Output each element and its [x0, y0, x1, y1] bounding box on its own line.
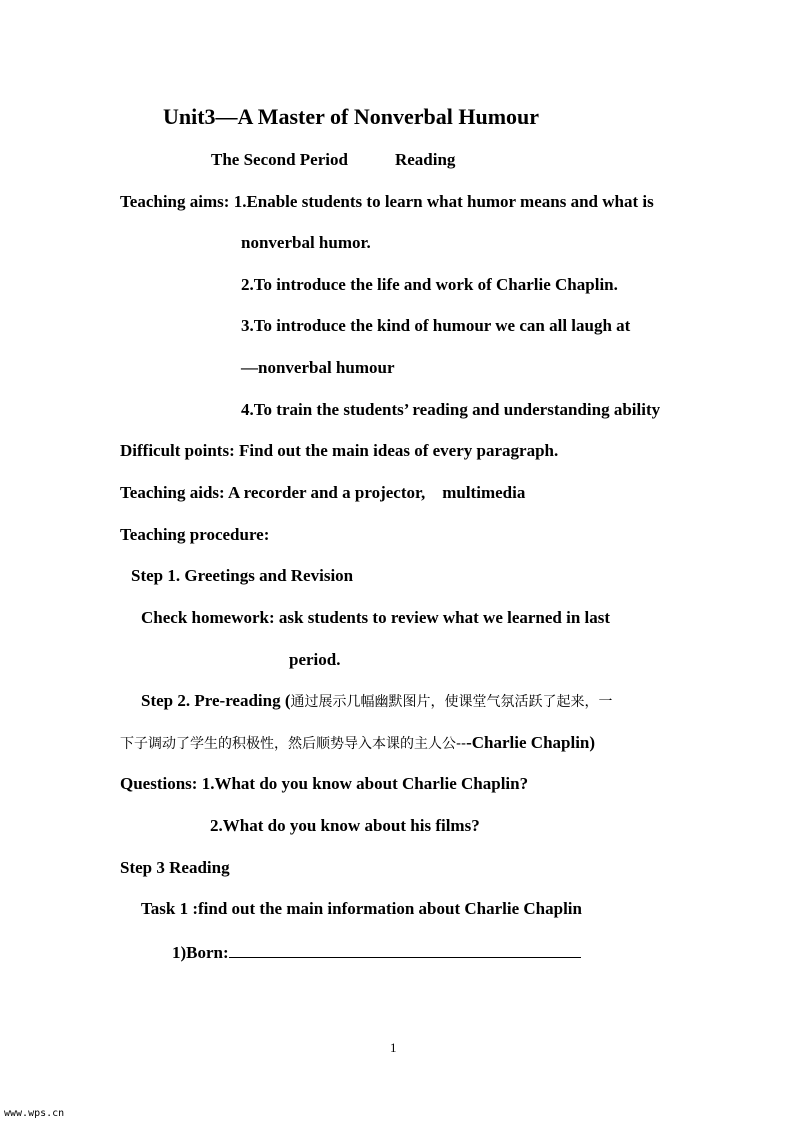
- born-line: [172, 940, 581, 964]
- step2-heading: Step 2. Pre-reading (: [141, 691, 291, 710]
- step1-text-line-2: period.: [289, 650, 341, 669]
- teaching-aims-line-1: Teaching aims: 1.Enable students to learn what humor means and what is: [120, 192, 654, 211]
- teaching-aim-item: 1.Enable students to learn what humor means and what is: [233, 192, 654, 211]
- page-number: 1: [390, 1040, 397, 1055]
- page-title: Unit3—A Master of Nonverbal Humour: [163, 104, 540, 129]
- teaching-procedure-heading: Teaching procedure:: [120, 525, 270, 544]
- teaching-aim-item: 4.To train the students’ reading and understanding ability: [241, 400, 661, 419]
- step2-cn-text-1: 通过展示几幅幽默图片，使课堂气氛活跃了起来，一: [290, 694, 613, 710]
- teaching-aids-line: [120, 482, 525, 504]
- teaching-aids-text: : A recorder and a projector, multimedia: [219, 483, 526, 502]
- difficult-points-label: Difficult points: [120, 441, 230, 460]
- step1-heading: Step 1. Greetings and Revision: [131, 566, 354, 585]
- step1-text-line-1: Check homework: ask students to review what we learned in last: [141, 608, 611, 627]
- difficult-points-line: [120, 440, 558, 462]
- teaching-aim-item: 3.To introduce the kind of humour we can all laugh at: [241, 316, 631, 335]
- questions-label: Questions:: [120, 774, 202, 793]
- born-label: 1)Born:: [172, 943, 229, 962]
- step2-line-2: [120, 732, 595, 755]
- difficult-points-text: : Find out the main ideas of every paragraph.: [229, 441, 559, 460]
- question-item: 2.What do you know about his films?: [210, 816, 480, 835]
- period-label: The Second Period: [211, 150, 348, 169]
- step2-line-1: [141, 690, 613, 713]
- teaching-aim-item: nonverbal humor.: [241, 233, 371, 252]
- teaching-aids-label: Teaching aids: [120, 483, 220, 502]
- born-blank-line: [229, 940, 581, 958]
- watermark: www.wps.cn: [4, 1108, 65, 1119]
- question-item: 1.What do you know about Charlie Chaplin?: [201, 774, 529, 793]
- step3-heading: Step 3 Reading: [120, 858, 230, 877]
- teaching-aim-item: 2.To introduce the life and work of Charlie Chaplin.: [241, 275, 618, 294]
- step2-cn-text-2: 下子调动了学生的积极性，然后顺势导入本课的主人公--: [120, 736, 467, 752]
- period-type: Reading: [394, 150, 456, 169]
- questions-line-1: [120, 773, 528, 795]
- teaching-aims-label: Teaching aims: [120, 192, 224, 211]
- step2-tail: -Charlie Chaplin): [466, 733, 596, 752]
- teaching-aim-item: —nonverbal humour: [241, 358, 395, 377]
- period-line: [211, 149, 455, 171]
- task1-text: Task 1 :find out the main information about Charlie Chaplin: [141, 899, 582, 918]
